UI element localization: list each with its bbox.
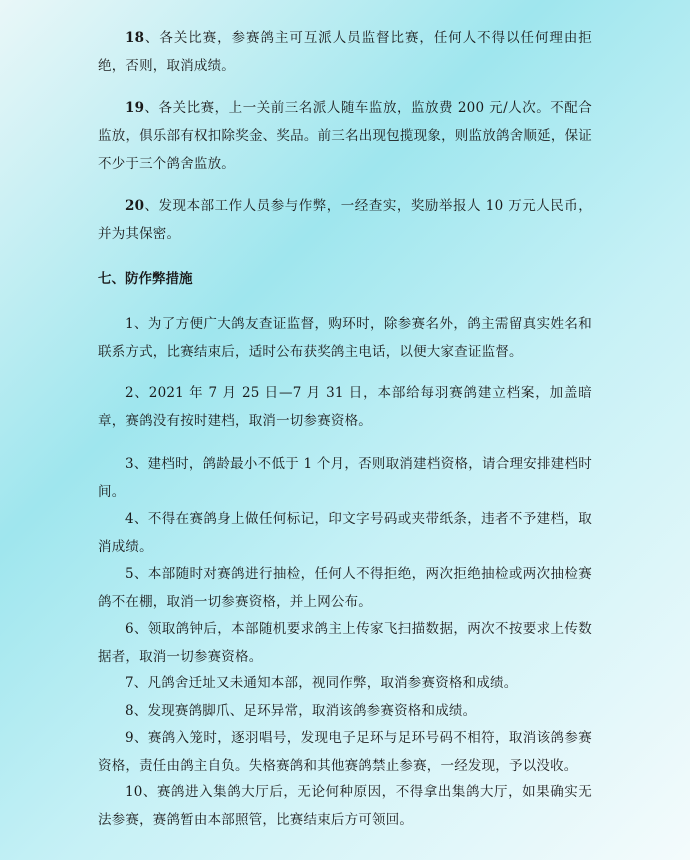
rule-text: 、各关比赛，参赛鸽主可互派人员监督比赛，任何人不得以任何理由拒绝，否则，取消成绩。	[98, 30, 592, 74]
measure-4: 4、不得在赛鸽身上做任何标记，印文字号码或夹带纸条，违者不予建档，取消成绩。	[98, 511, 592, 555]
measure-7: 7、凡鸽舍迁址又未通知本部，视同作弊，取消参赛资格和成绩。	[125, 675, 518, 691]
measure-9: 9、赛鸽入笼时，逐羽唱号，发现电子足环与足环号码不相符，取消该鸽参赛资格，责任由鸽主自负。失格赛鸽和其他赛鸽禁止参赛，一经发现，予以没收。	[98, 730, 592, 774]
measure-8: 8、发现赛鸽脚爪、足环异常，取消该鸽参赛资格和成绩。	[125, 703, 477, 719]
rule-number: 20	[125, 198, 145, 214]
measure-3: 3、建档时，鸽龄最小不低于 1 个月，否则取消建档资格，请合理安排建档时间。	[98, 456, 592, 500]
rule-number: 19	[125, 100, 145, 116]
measure-5: 5、本部随时对赛鸽进行抽检，任何人不得拒绝，两次拒绝抽检或两次抽检赛鸽不在棚，取消一切参赛资格，并上网公布。	[98, 566, 592, 610]
rule-text: 、各关比赛，上一关前三名派人随车监放，监放费 200 元/人次。不配合监放，俱乐部有权扣除奖金、奖品。前三名出现包揽现象，则监放鸽舍顺延，保证不少于三个鸽舍监放。	[98, 100, 592, 172]
section-title: 七、防作弊措施	[98, 271, 193, 287]
rule-18	[98, 24, 592, 80]
rule-number: 18	[125, 30, 145, 46]
measure-1: 1、为了方便广大鸽友查证监督，购环时，除参赛名外，鸽主需留真实姓名和联系方式，比赛结束后，适时公布获奖鸽主电话，以便大家查证监督。	[98, 316, 592, 360]
measure-6: 6、领取鸽钟后，本部随机要求鸽主上传家飞扫描数据，两次不按要求上传数据者，取消一切参赛资格。	[98, 621, 592, 665]
measure-10: 10、赛鸽进入集鸽大厅后，无论何种原因，不得拿出集鸽大厅，如果确实无法参赛，赛鸽暂由本部照管，比赛结束后方可领回。	[98, 784, 592, 828]
rule-20	[98, 192, 592, 248]
rule-19	[98, 94, 592, 178]
measure-2: 2、2021 年 7 月 25 日—7 月 31 日，本部给每羽赛鸽建立档案，加盖暗章，赛鸽没有按时建档，取消一切参赛资格。	[98, 385, 592, 429]
rule-text: 、发现本部工作人员参与作弊，一经查实，奖励举报人 10 万元人民币，并为其保密。	[98, 198, 592, 242]
